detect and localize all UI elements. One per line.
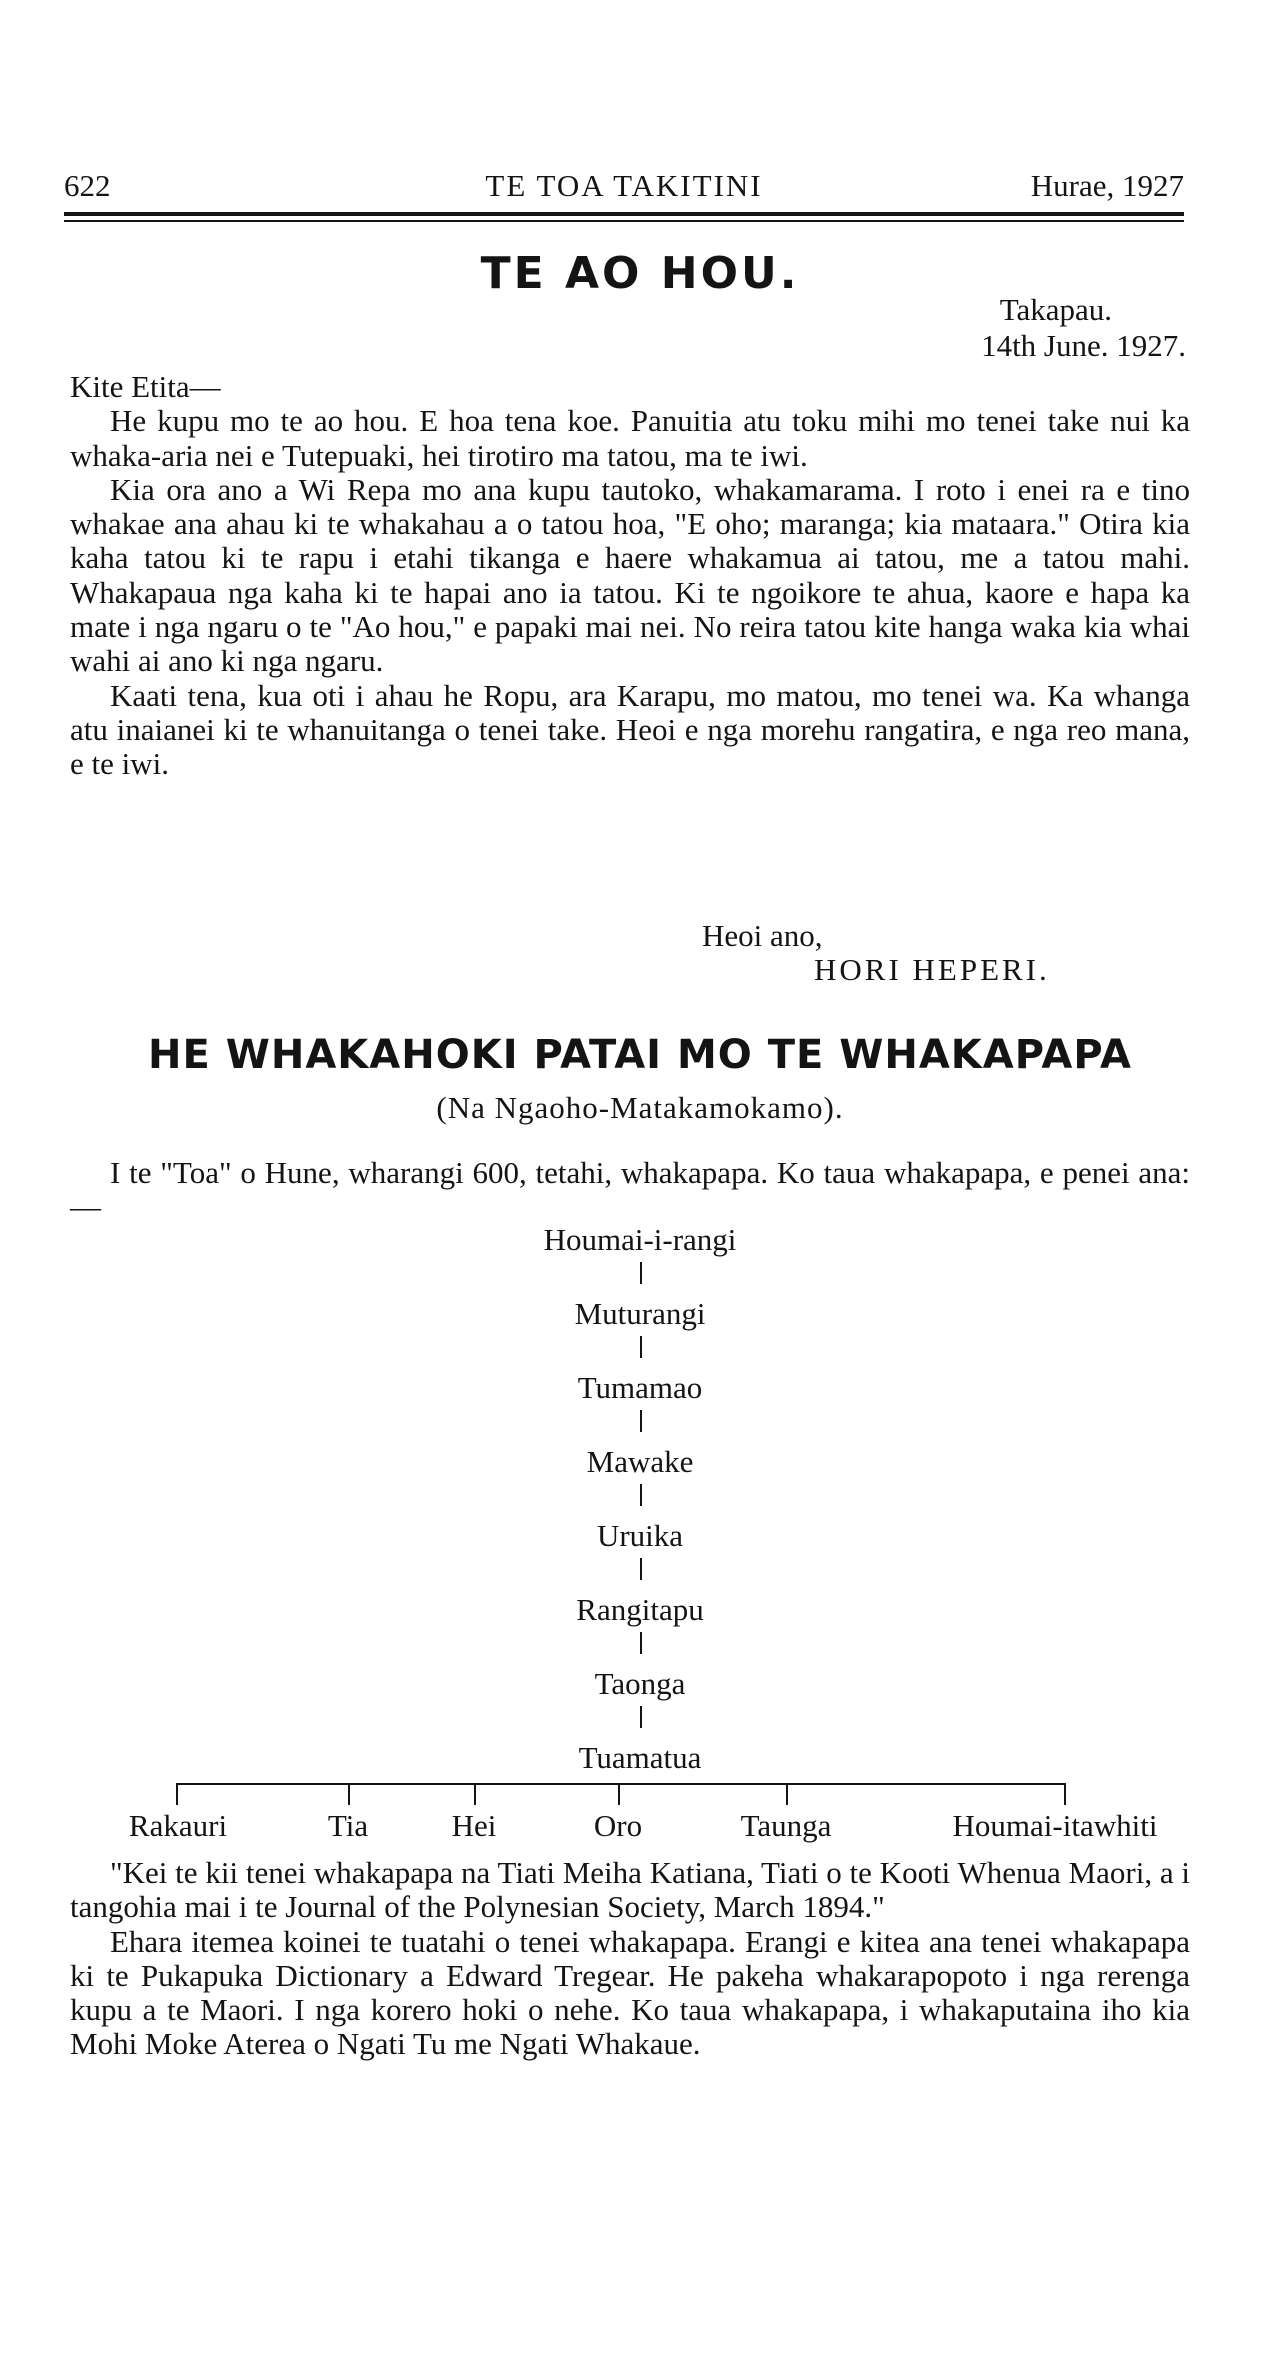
ancestor-name: Tuamatua bbox=[578, 1740, 702, 1775]
salutation: Kite Etita— bbox=[70, 369, 221, 404]
child-name: Rakauri bbox=[128, 1808, 228, 1843]
child-name: Taunga bbox=[740, 1808, 832, 1843]
letter-date: 14th June. 1927. bbox=[981, 328, 1186, 363]
ancestor-name: Rangitapu bbox=[576, 1592, 704, 1627]
descent-line bbox=[474, 1783, 476, 1805]
ancestor-name: Houmai-i-rangi bbox=[543, 1222, 737, 1257]
descent-line bbox=[640, 1706, 642, 1728]
descent-line bbox=[640, 1484, 642, 1506]
ancestor-name: Taonga bbox=[594, 1666, 686, 1701]
header-rule bbox=[64, 212, 1184, 216]
header-rule-thin bbox=[64, 220, 1184, 222]
child-name: Houmai-itawhiti bbox=[952, 1808, 1158, 1843]
article-title: TE AO HOU. bbox=[480, 248, 800, 299]
ancestor-name: Tumamao bbox=[577, 1370, 703, 1405]
running-title: TE TOA TAKITINI bbox=[485, 168, 763, 203]
paragraph: Kia ora ano a Wi Repa mo ana kupu tautoko, whakamarama. I roto i enei ra e tino whakae ana ahau ki te whakahau a o tatou hoa, "E oho; maranga; kia mataara." Otira kia kaha tatou ki te rapu i etahi tikanga e haere whakamua ai tatou, me a tatou mahi. Whakapaua nga kaha ki te hapai ano ia tatou. Ki te ngoikore te ahua, kaore e hapa ka mate i nga ngaru o te "Ao hou," e papaki mai nei. No reira tatou kite hanga waka kia whai wahi ai ano ki nga ngaru. bbox=[70, 471, 1190, 679]
descent-line bbox=[348, 1783, 350, 1805]
issue-date: Hurae, 1927 bbox=[1030, 168, 1184, 203]
page-header bbox=[64, 168, 1184, 208]
descent-line bbox=[640, 1632, 642, 1654]
paragraph: "Kei te kii tenei whakapapa na Tiati Meiha Katiana, Tiati o te Kooti Whenua Maori, a i tangohia mai i te Journal of the Polynesian Society, March 1894." bbox=[70, 1855, 1190, 1925]
byline: (Na Ngaoho-Matakamokamo). bbox=[436, 1090, 844, 1125]
intro-paragraph bbox=[70, 1156, 1190, 1225]
descent-line bbox=[618, 1783, 620, 1805]
descent-line bbox=[176, 1783, 178, 1805]
paragraph: He kupu mo te ao hou. E hoa tena koe. Panuitia atu toku mihi mo tenei take nui ka whaka-aria nei e Tutepuaki, hei tirotiro ma tatou, ma te iwi. bbox=[70, 403, 1190, 473]
paragraph: Ehara itemea koinei te tuatahi o tenei whakapapa. Erangi e kitea ana tenei whakapapa ki te Pukapuka Dictionary a Edward Tregear. He pakeha whakarapopoto i nga rerenga kupu a te Maori. I nga korero hoki o nehe. Ko taua whakapapa, i whakaputaina iho kia Mohi Moke Aterea o Ngati Tu me Ngati Whakaue. bbox=[70, 1923, 1190, 2062]
closing: Heoi ano, bbox=[702, 918, 823, 953]
descent-line bbox=[786, 1783, 788, 1805]
article-body bbox=[70, 1856, 1190, 2062]
ancestor-name: Mawake bbox=[586, 1444, 694, 1479]
descent-line bbox=[1064, 1783, 1066, 1805]
descent-line bbox=[640, 1558, 642, 1580]
page-number: 622 bbox=[64, 168, 111, 203]
article-title: HE WHAKAHOKI PATAI MO TE WHAKAPAPA bbox=[148, 1032, 1132, 1078]
paragraph: I te "Toa" o Hune, wharangi 600, tetahi, whakapapa. Ko taua whakapapa, e penei ana:— bbox=[70, 1155, 1190, 1225]
signature: HORI HEPERI. bbox=[814, 952, 1050, 987]
letter-body bbox=[70, 370, 1190, 782]
ancestor-name: Muturangi bbox=[574, 1296, 706, 1331]
child-name: Oro bbox=[593, 1808, 643, 1843]
descent-line bbox=[640, 1410, 642, 1432]
child-name: Hei bbox=[451, 1808, 497, 1843]
letter-place: Takapau. bbox=[999, 292, 1112, 327]
descent-line bbox=[640, 1262, 642, 1284]
child-name: Tia bbox=[327, 1808, 369, 1843]
descent-line bbox=[640, 1336, 642, 1358]
ancestor-name: Uruika bbox=[596, 1518, 684, 1553]
sibling-line bbox=[176, 1783, 1064, 1785]
paragraph: Kaati tena, kua oti i ahau he Ropu, ara Karapu, mo matou, mo tenei wa. Ka whanga atu inaianei ki te whanuitanga o tenei take. Heoi e nga morehu rangatira, e nga reo mana, e te iwi. bbox=[70, 677, 1190, 782]
